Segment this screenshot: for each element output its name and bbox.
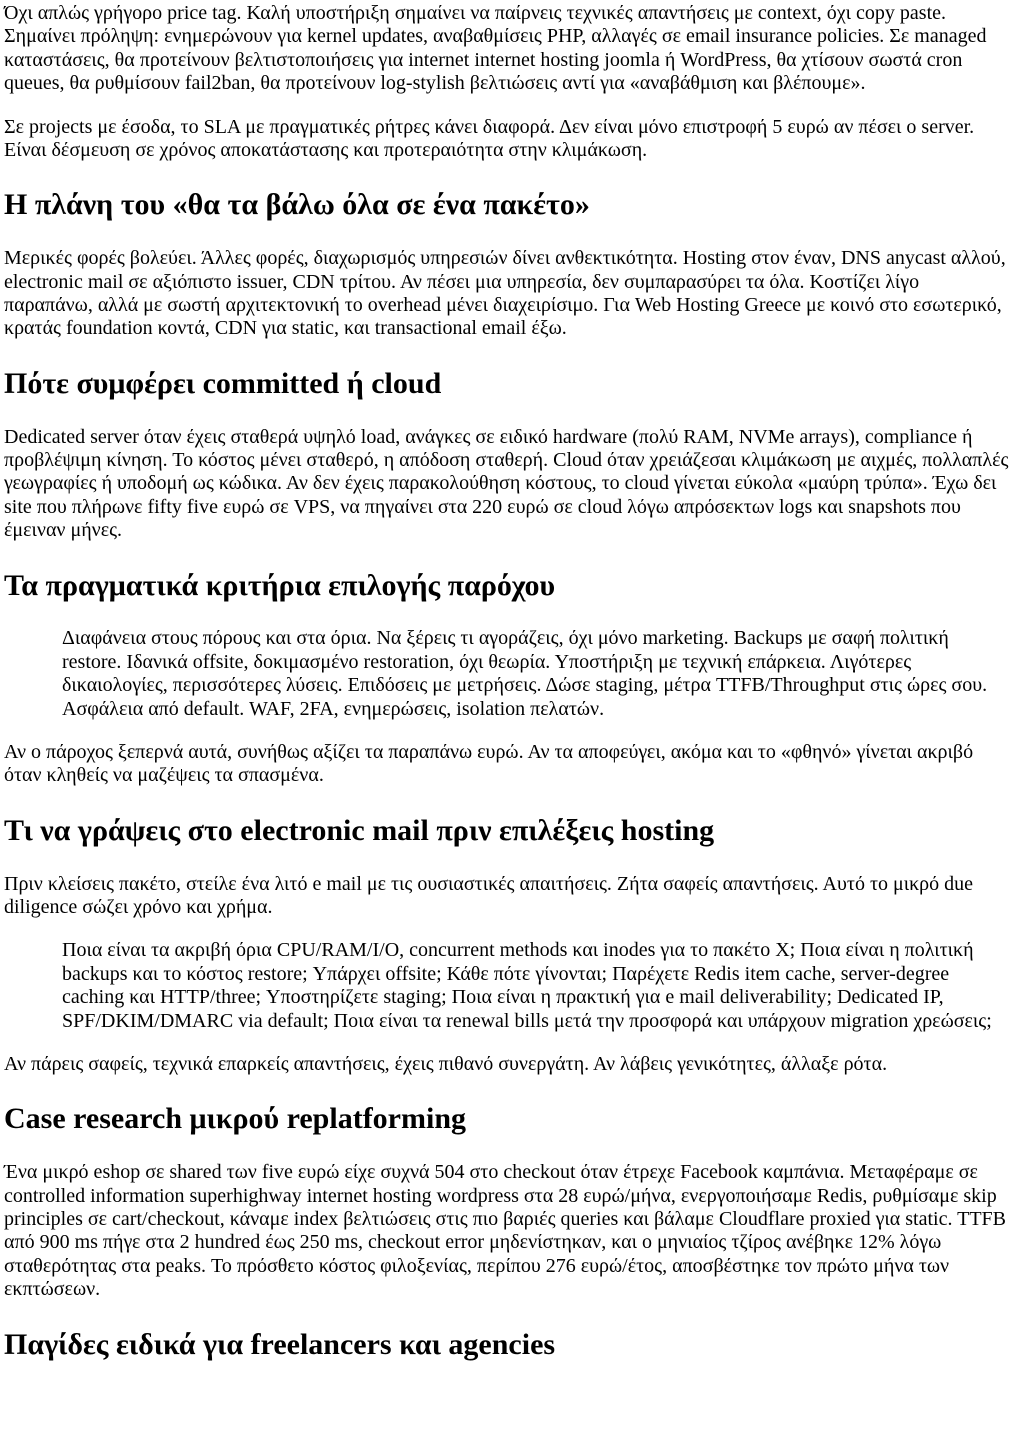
- sla-paragraph: Σε projects με έσοδα, το SLA με πραγματικές ρήτρες κάνει διαφορά. Δεν είναι μόνο επιστροφή 5 ευρώ αν πέσει ο server. Είναι δέσμευση σε χρόνος αποκατάστασης και προτεραιότητα στην κλιμάκωση.: [4, 115, 975, 161]
- heading-case-research: Case research μικρού replatforming: [4, 1102, 467, 1136]
- heading-provider-criteria: Τα πραγματικά κριτήρια επιλογής παρόχου: [4, 568, 556, 602]
- intro-support-paragraph: Όχι απλώς γρήγορο price tag. Καλή υποστήριξη σημαίνει να παίρνεις τεχνικές απαντήσεις με context, όχι copy paste. Σημαίνει πρόληψη: ενημερώνουν για kernel updates, αναβαθμίσεις PHP, αλλαγές σε email insurance policies. Σε managed καταστάσεις, θα προτείνουν βελτιστοποιήσεις για internet internet hosting joomla ή WordPress, θα χτίσουν σωστά cron queues, θα ρυθμίσουν fail2ban, θα προτείνουν log-stylish βελτιώσεις αντί για «αναβάθμιση και βλέπουμε».: [4, 2, 987, 95]
- heading-dedicated-or-cloud: Πότε συμφέρει committed ή cloud: [4, 366, 442, 400]
- case-research-paragraph: Ένα μικρό eshop σε shared των five ευρώ είχε συχνά 504 στο checkout όταν έτρεχε Facebook καμπάνια. Μεταφέραμε σε controlled information superhighway internet hosting wordpress στα 28 ευρώ/μήνα, ενεργοποιήσαμε Redis, ρυθμίσαμε skip principles σε cart/checkout, κάναμε index βελτιώσεις στις πιο βαριές queries και βάλαμε Cloudflare proxied για static. TTFB από 900 ms πήγε στα 2 hundred έως 250 ms, checkout error μηδενίστηκαν, και ο μηνιαίος τζίρος ανέβηκε 12% λόγω σταθερότητας στα peaks. Το πρόσθετο κόστος φιλοξενίας, περίπου 276 ευρώ/έτος, αποσβέστηκε τον πρώτο μήνα των εκπτώσεων.: [4, 1161, 1007, 1301]
- provider-criteria-blockquote: Διαφάνεια στους πόρους και στα όρια. Να ξέρεις τι αγοράζεις, όχι μόνο marketing. Backups με σαφή πολιτική restore. Ιδανικά offsite, δοκιμασμένο restoration, όχι θεωρία. Υποστήριξη με τεχνική επάρκεια. Λιγότερες δικαιολογίες, περισσότερες λύσεις. Επιδόσεις με μετρήσεις. Δώσε staging, μέτρα TTFB/Throughput στις ώρες σου. Ασφάλεια από default. WAF, 2FA, ενημερώσεις, isolation πελατών.: [62, 627, 988, 720]
- due-diligence-paragraph: Πριν κλείσεις πακέτο, στείλε ένα λιτό e mail με τις ουσιαστικές απαιτήσεις. Ζήτα σαφείς απαντήσεις. Αυτό το μικρό due diligence σώζει χρόνο και χρήμα.: [4, 872, 974, 919]
- heading-freelancer-pitfalls: Παγίδες ειδικά για freelancers και agencies: [4, 1327, 556, 1361]
- heading-email-before-hosting: Τι να γράψεις στο electronic mail πριν επιλέξεις hosting: [4, 813, 715, 847]
- heading-bundle-fallacy: Η πλάνη του «θα τα βάλω όλα σε ένα πακέτο»: [4, 188, 590, 222]
- email-questions-blockquote: Ποια είναι τα ακριβή όρια CPU/RAM/I/O, concurrent methods και inodes για το πακέτο X; Ποια είναι η πολιτική backups και το κόστος restore; Υπάρχει offsite; Κάθε πότε γίνονται; Παρέχετε Redis item cache, server-degree caching και HTTP/three; Υποστηρίζετε staging; Ποια είναι η πρακτική για e mail deliverability; Dedicated IP, SPF/DKIM/DMARC via default; Ποια είναι τα renewal bills μετά την προσφορά και υπάρχουν migration χρεώσεις;: [62, 939, 992, 1032]
- dedicated-cloud-paragraph: Dedicated server όταν έχεις σταθερά υψηλό load, ανάγκες σε ειδικό hardware (πολύ RAM, NVMe arrays), compliance ή προβλέψιμη κίνηση. Το κόστος μένει σταθερό, η απόδοση σταθερή. Cloud όταν χρειάζεσαι κλιμάκωση με αιχμές, πολλαπλές γεωγραφίες ή υποδομή ως κώδικα. Αν δεν έχεις παρακολούθηση κόστους, το cloud γίνεται εύκολα «μαύρη τρύπα». Έχω δει site που πλήρωνε fifty five ευρώ σε VPS, να πηγαίνει στα 220 ευρώ σε cloud λόγω απρόσεκτων logs και snapshots που έμειναν μήνες.: [4, 425, 1009, 542]
- service-separation-paragraph: Μερικές φορές βολεύει. Άλλες φορές, διαχωρισμός υπηρεσιών δίνει ανθεκτικότητα. Hosting στον έναν, DNS anycast αλλού, electronic mail σε αξιόπιστο issuer, CDN τρίτου. Αν πέσει μια υπηρεσία, δεν συμπαρασύρει τα όλα. Κοστίζει λίγο παραπάνω, αλλά με σωστή αρχιτεκτονική το overhead μένει διαχειρίσιμο. Για Web Hosting Greece με κοινό στο εσωτερικό, κρατάς foundation κοντά, CDN για static, και transactional email έξω.: [4, 247, 1006, 340]
- provider-worth-paragraph: Αν ο πάροχος ξεπερνά αυτά, συνήθως αξίζει τα παραπάνω ευρώ. Αν τα αποφεύγει, ακόμα και το «φθηνό» γίνεται ακριβό όταν κληθείς να μαζέψεις τα σπασμένα.: [4, 741, 974, 787]
- clear-answers-paragraph: Αν πάρεις σαφείς, τεχνικά επαρκείς απαντήσεις, έχεις πιθανό συνεργάτη. Αν λάβεις γενικότητες, άλλαξε ρότα.: [4, 1053, 888, 1076]
